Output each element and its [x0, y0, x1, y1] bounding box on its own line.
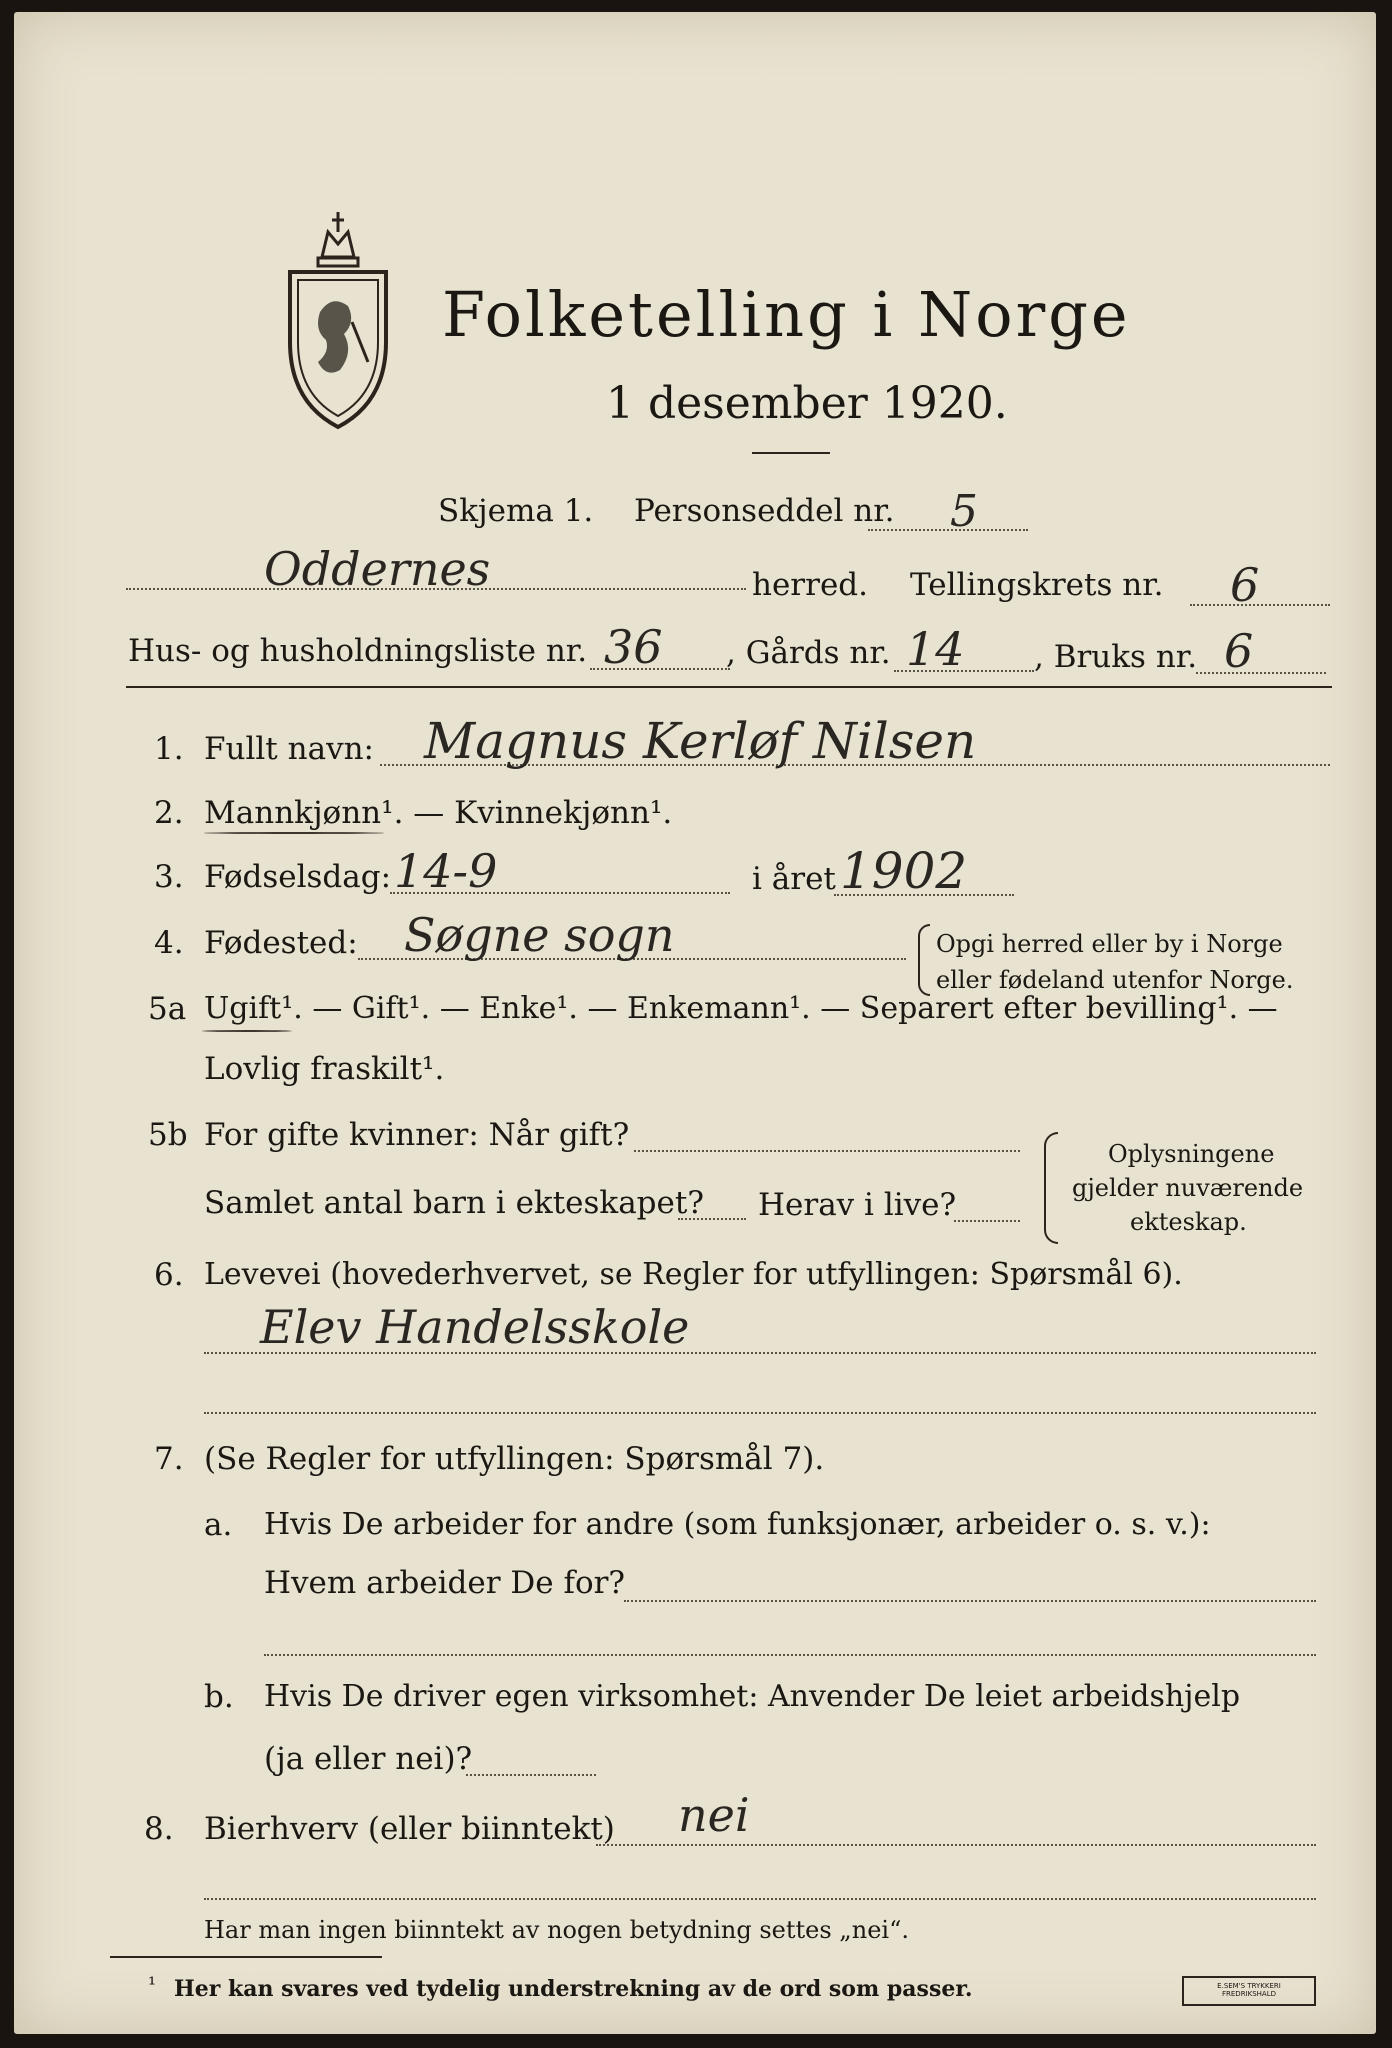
form-title: Folketelling i Norge [442, 278, 1131, 351]
q2-label: Mannkjønn¹. — Kvinnekjønn¹. [204, 795, 673, 831]
q7b-number: b. [204, 1679, 234, 1715]
q4-number: 4. [154, 925, 184, 961]
q6-value: Elev Handelsskole [260, 1300, 690, 1354]
printer-stamp [1182, 1976, 1316, 2006]
q5b-note-brace [1044, 1132, 1058, 1244]
gards-value: 14 [906, 622, 965, 676]
q7-label: (Se Regler for utfyllingen: Spørsmål 7). [204, 1441, 825, 1477]
footnote-text: Her kan svares ved tydelig understrekning av de ord som passer. [174, 1976, 973, 2002]
q7b-answer-line [466, 1774, 596, 1776]
q5a-number: 5a [148, 991, 187, 1027]
q7a-line2: Hvem arbeider De for? [264, 1565, 626, 1601]
printer-stamp-text: E.SEM'S TRYKKERI FREDRIKSHALD [1217, 1982, 1281, 1998]
footnote-divider [110, 1956, 382, 1958]
personseddel-value: 5 [950, 486, 978, 537]
bruks-line [1196, 672, 1326, 674]
q4-note-line2: eller fødeland utenfor Norge. [936, 966, 1294, 994]
q1-number: 1. [154, 731, 184, 767]
q6-line2 [204, 1412, 1316, 1414]
herred-value: Oddernes [264, 542, 491, 596]
bruks-label: , Bruks nr. [1034, 639, 1198, 675]
q6-number: 6. [154, 1257, 184, 1293]
liste-label: Hus- og husholdningsliste nr. [128, 633, 588, 669]
q3-year-value: 1902 [840, 842, 968, 900]
q6-label: Levevei (hovederhvervet, se Regler for utfyllingen: Spørsmål 6). [204, 1257, 1183, 1292]
q4-label: Fødested: [204, 925, 358, 961]
bruks-value: 6 [1224, 624, 1254, 678]
q5b-alive-line [954, 1220, 1020, 1222]
q3-label: Fødselsdag: [204, 859, 392, 895]
q7b-line1: Hvis De driver egen virksomhet: Anvender De leiet arbeidshjelp [264, 1679, 1241, 1714]
q5a-line2: Lovlig fraskilt¹. [204, 1051, 445, 1087]
q1-label: Fullt navn: [204, 731, 374, 767]
q2-mannkjonn-underline [204, 832, 384, 834]
q5b-line1: For gifte kvinner: Når gift? [204, 1117, 630, 1153]
tellingskrets-line [1190, 604, 1330, 606]
q5a-line1: Ugift¹. — Gift¹. — Enke¹. — Enkemann¹. — Separert efter bevilling¹. — [204, 991, 1278, 1026]
q7b-line2: (ja eller nei)? [264, 1741, 473, 1777]
q8-value: nei [678, 1788, 750, 1842]
q4-note-line1: Opgi herred eller by i Norge [936, 930, 1283, 958]
footnote-marker: ¹ [148, 1972, 157, 1996]
gards-label: , Gårds nr. [726, 635, 891, 671]
q8-line1 [596, 1844, 1316, 1846]
q2-number: 2. [154, 795, 184, 831]
q5b-note-line3: ekteskap. [1130, 1208, 1247, 1236]
q7-number: 7. [154, 1441, 184, 1477]
q5b-line2a: Samlet antal barn i ekteskapet? [204, 1185, 704, 1221]
title-divider [752, 452, 830, 454]
q3-value: 14-9 [394, 844, 498, 898]
q5b-line2b: Herav i live? [758, 1187, 957, 1223]
q8-number: 8. [144, 1811, 174, 1847]
q5b-children-line [678, 1218, 746, 1220]
schema-label: Skjema 1. [438, 493, 594, 529]
q5b-married-line [634, 1150, 1020, 1152]
q4-note-brace [918, 924, 930, 996]
norwegian-coat-of-arms-icon [282, 202, 394, 432]
q3-number: 3. [154, 859, 184, 895]
q7a-extra-line [264, 1654, 1316, 1656]
q5b-note-line1: Oplysningene [1108, 1140, 1275, 1168]
q3-year-label: i året [752, 861, 836, 897]
q7a-number: a. [204, 1507, 233, 1543]
q7a-employer-line [624, 1600, 1316, 1602]
q5a-ugift-underline [202, 1030, 292, 1032]
tellingskrets-label: Tellingskrets nr. [910, 567, 1164, 603]
tellingskrets-value: 6 [1230, 558, 1260, 612]
q7a-line1: Hvis De arbeider for andre (som funksjonær, arbeider o. s. v.): [264, 1507, 1211, 1542]
herred-label: herred. [752, 567, 868, 603]
header-divider [126, 686, 1332, 688]
q1-value: Magnus Kerløf Nilsen [424, 712, 977, 770]
census-form-page [14, 12, 1376, 2034]
personseddel-line [868, 529, 1028, 531]
personseddel-label: Personseddel nr. [634, 493, 895, 529]
q8-label: Bierhverv (eller biinntekt) [204, 1811, 615, 1847]
q5b-note-line2: gjelder nuværende [1072, 1174, 1304, 1202]
liste-value: 36 [604, 620, 663, 674]
census-date: 1 desember 1920. [606, 378, 1008, 429]
q5b-number: 5b [148, 1117, 188, 1153]
biinntekt-note: Har man ingen biinntekt av nogen betydning settes „nei“. [204, 1916, 909, 1944]
q4-value: Søgne sogn [404, 908, 675, 962]
q8-line2 [204, 1898, 1316, 1900]
